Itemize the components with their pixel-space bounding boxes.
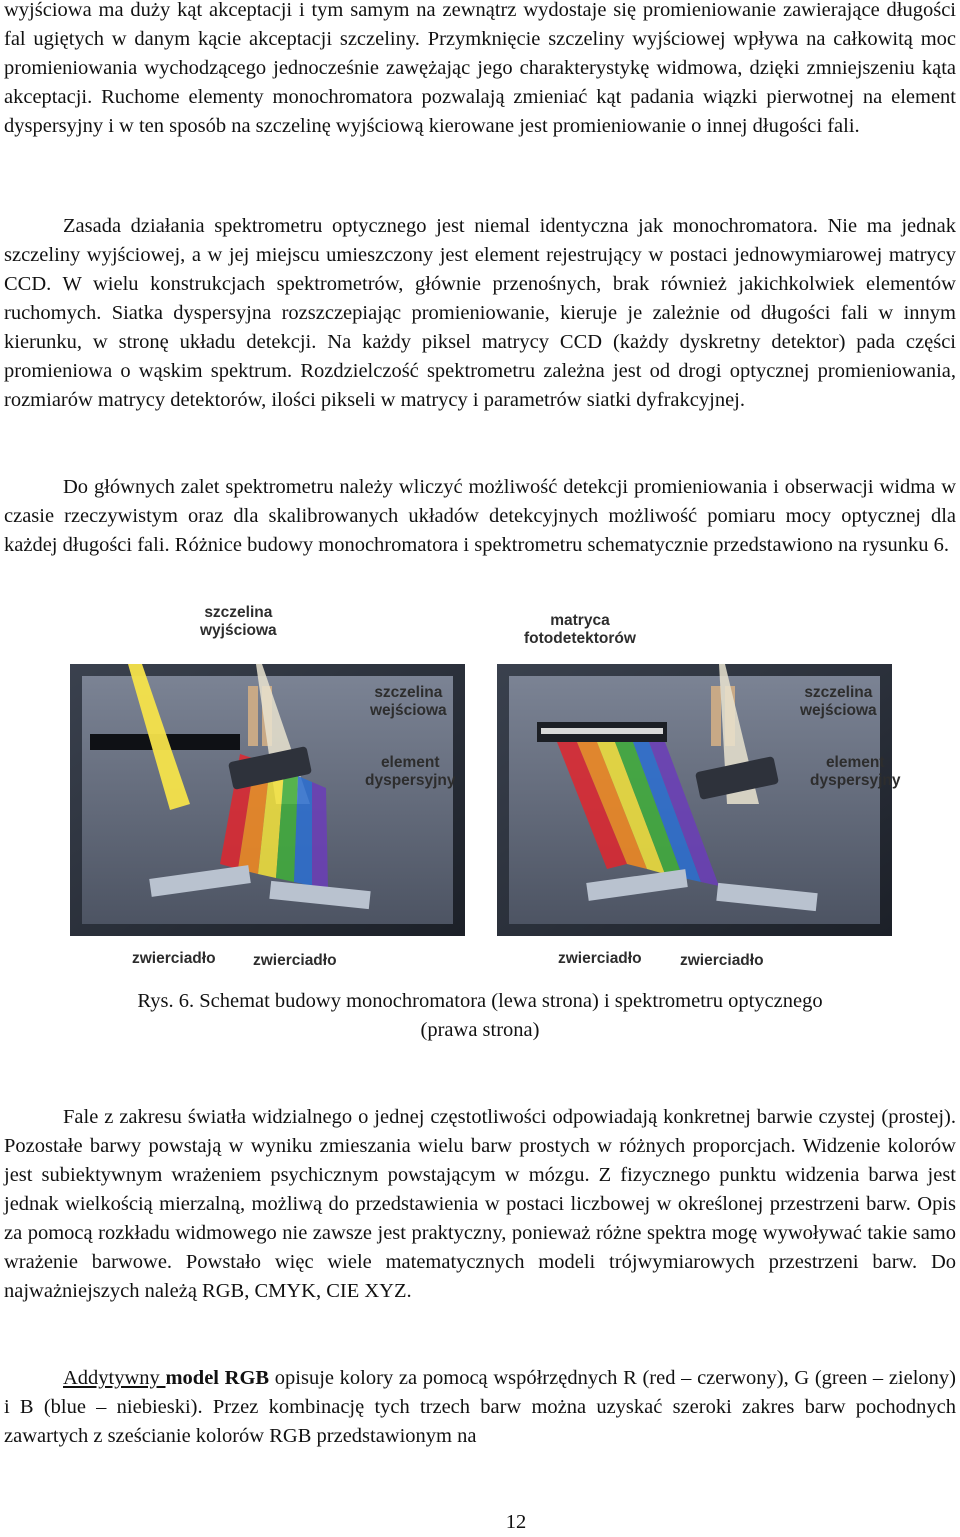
caption-line-1: Rys. 6. Schemat budowy monochromatora (lewa strona) i spektrometru optycznego <box>137 990 823 1012</box>
rgb-model-text: opisuje kolory za pomocą współrzędnych R (red – czerwony), G (green – zielony) i B (blue – niebieski). Przez kombinację tych trzech barw można uzyskać szeroki zakres barw pochodnych zawartych z sześcianie kolorów RGB przedstawionym na <box>4 1367 956 1447</box>
rgb-model-term: model RGB <box>165 1367 270 1389</box>
label-mirror-right-2: zwierciadło <box>680 952 764 969</box>
label-dispersive-left: element dyspersyjny <box>365 754 456 789</box>
paragraph-color-perception: Fale z zakresu światła widzialnego o jednej częstotliwości odpowiadają konkretnej barwie czystej (prostej). Pozostałe barwy powstają w wyniku zmieszania wielu barw prostych w różnych proporcjach. Widzenie kolorów jest subiektywnym wrażeniem psychicznym powstającym w mózgu. Z fizycznego punktu widzenia barwa jest jednak wielkością mierzalną, możliwą do przedstawienia w postaci liczbowej w określonej przestrzeni barw. Opis za pomocą rozkładu widmowego nie zawsze jest praktyczny, ponieważ różne spektra mogę wywoływać takie samo wrażenie barwowe. Powstało więc wiele matematycznych modeli trójwymiarowych przestrzeni barw. Do najważniejszych należą RGB, CMYK, CIE XYZ. <box>4 1106 956 1302</box>
figure-monochromator-spectrometer <box>60 600 960 980</box>
label-dispersive-right: element dyspersyjny <box>810 754 901 789</box>
label-entry-slit-right: szczelina wejściowa <box>800 684 877 719</box>
entry-slit <box>248 686 258 746</box>
paragraph-spectrometer-principle: Zasada działania spektrometru optycznego jest niemal identyczna jak monochromatora. Nie ma jednak szczeliny wyjściowej, a w jej miejscu umieszczony jest element rejestrujący w postaci jednowymiarowej matrycy CCD. W wielu konstrukcjach spektrometrów, głównie przenośnych, brak również jakichkolwiek elementów ruchomych. Siatka dyspersyjna rozszczepiając promieniowanie, kieruje je zależnie od długości fali w innym kierunku, w stronę układu detekcji. Na każdy piksel matrycy CCD (każdy dyskretny detektor) pada części promieniowa o wąskim spektrum. Rozdzielczość spektrometru zależna jest od drogi optycznej promieniowania, rozmiarów matrycy detektorów, ilości pikseli w matrycy i parametrów siatki dyfrakcyjnej. <box>4 215 956 411</box>
additive-link[interactable]: Addytywny <box>63 1367 166 1389</box>
label-mirror-left-1: zwierciadło <box>132 950 216 967</box>
label-entry-slit-left: szczelina wejściowa <box>370 684 447 719</box>
label-detector-array: matryca fotodetektorów <box>524 612 636 647</box>
label-mirror-left-2: zwierciadło <box>253 952 337 969</box>
paragraph-monochromator-slit: wyjściowa ma duży kąt akceptacji i tym samym na zewnątrz wydostaje się promieniowanie zawierające długości fal ugiętych w danym kącie akceptacji szczeliny. Przymknięcie szczeliny wyjściowej wpływa na całkowitą moc promieniowania wychodzącego jednocześnie zawężając jego charakterystykę widmowa, dzięki zmniejszeniu kąta akceptacji. Ruchome elementy monochromatora pozwalają zmieniać kąt padania wiązki pierwotnej na element dyspersyjny i w ten sposób na szczelinę wyjściową kierowane jest promieniowanie o innej długości fali. <box>4 0 956 137</box>
figure-caption <box>0 987 960 1045</box>
label-mirror-right-1: zwierciadło <box>558 950 642 967</box>
page-number: 12 <box>505 1511 527 1533</box>
entry-slit <box>711 686 721 746</box>
paragraph-spectrometer-advantages: Do głównych zalet spektrometru należy wliczyć możliwość detekcji promieniowania i obserwacji widma w czasie rzeczywistym oraz dla skalibrowanych układów detekcyjnych możliwość pomiaru mocy optycznej dla każdej długości fali. Różnice budowy monochromatora i spektrometru schematycznie przedstawiono na rysunku 6. <box>4 476 956 556</box>
paragraph-rgb-model <box>4 1364 956 1451</box>
label-exit-slit: szczelina wyjściowa <box>200 604 277 639</box>
caption-line-2: (prawa strona) <box>420 1019 540 1041</box>
